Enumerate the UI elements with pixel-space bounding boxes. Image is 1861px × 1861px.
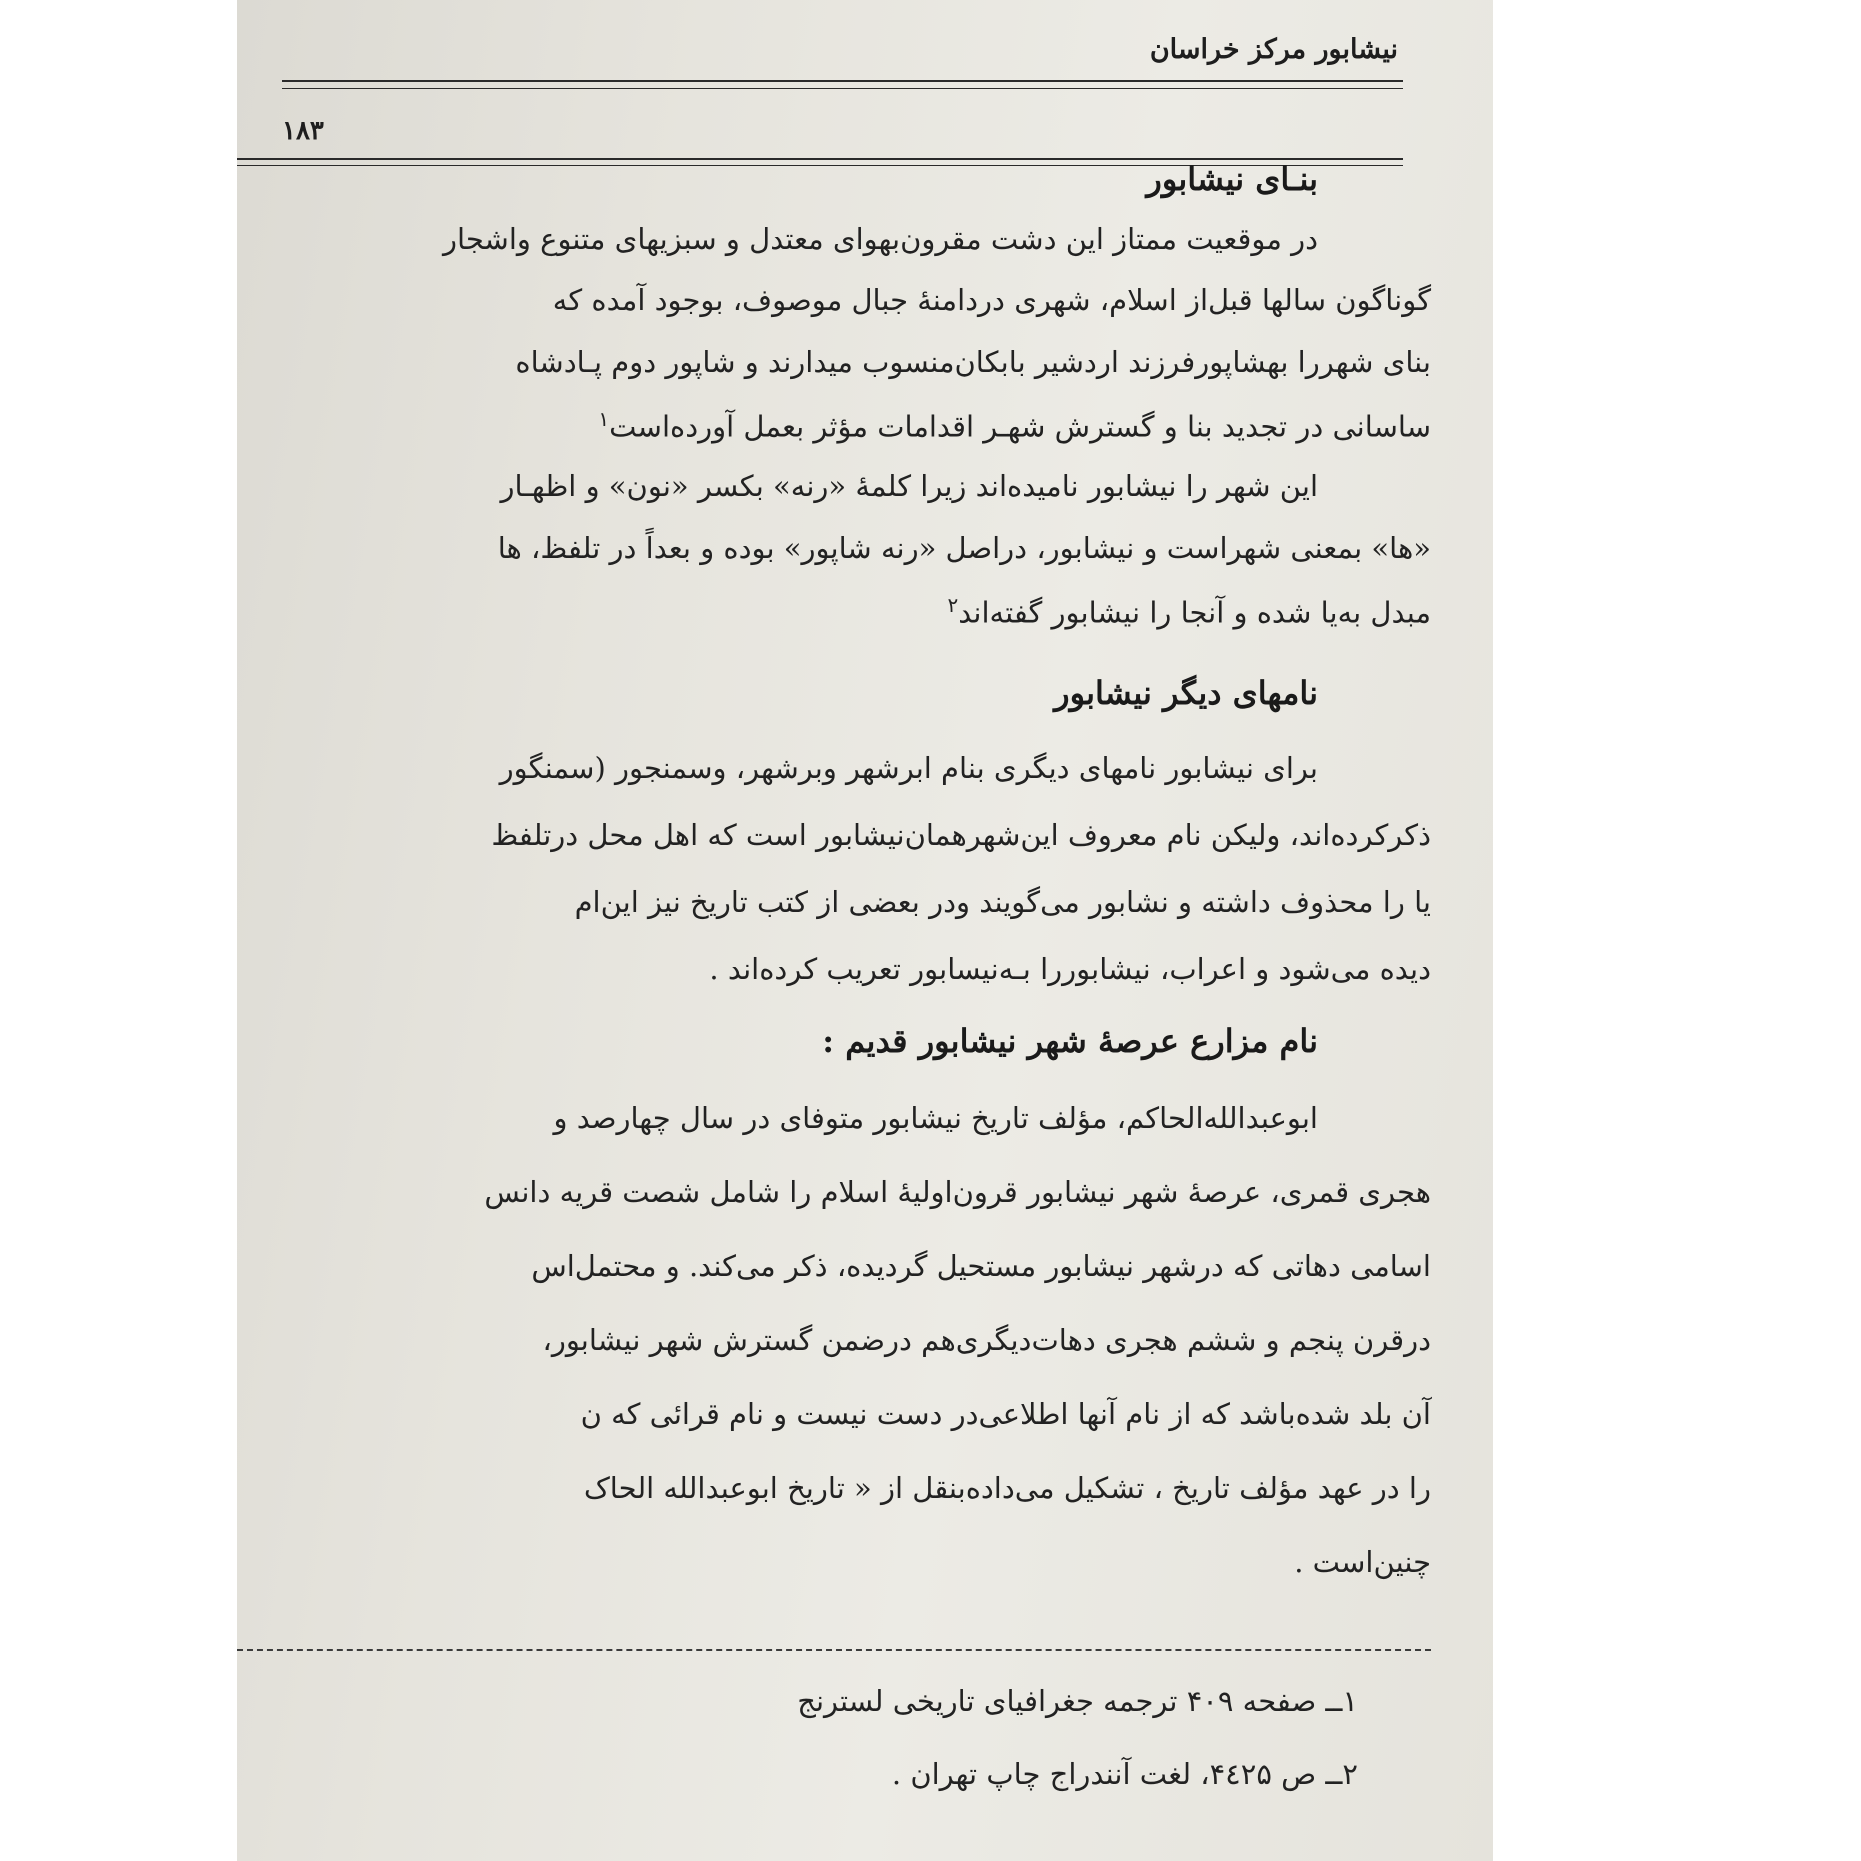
paragraph-line: برای نیشابور نامهای دیگری بنام ابرشهر وبرشهر، وسمنجور (سمنگور	[499, 751, 1318, 785]
paragraph-line: ذکرکرده‌اند، ولیکن نام معروف این‌شهرهمان‌نیشابور است که اهل محل درتلفظ	[491, 818, 1431, 852]
section-heading: بنـای نیشابور	[1146, 160, 1318, 198]
footnote: ۱ــ صفحه ۴۰۹ ترجمه جغرافیای تاریخی لسترنج	[797, 1684, 1358, 1718]
paragraph-line: ابوعبدالله‌الحاکم، مؤلف تاریخ نیشابور متوفای در سال چهارصد و	[553, 1101, 1318, 1135]
paragraph-line: درقرن پنجم و ششم هجری دهات‌دیگری‌هم درضمن گسترش شهر نیشابور،	[542, 1323, 1431, 1357]
paragraph-line: چنین‌است .	[1294, 1545, 1431, 1579]
paragraph-line: در موقعیت ممتاز این دشت مقرون‌بهوای معتدل و سبزیهای متنوع واشجار	[443, 222, 1318, 256]
paragraph-line: دیده می‌شود و اعراب، نیشابوررا بـه‌نیسابور تعریب کرده‌اند .	[709, 952, 1431, 986]
paragraph-line: هجری قمری، عرصهٔ شهر نیشابور قرون‌اولیهٔ اسلام را شامل شصت قریه دانس	[484, 1175, 1431, 1209]
footnote-marker: ۱	[598, 407, 610, 431]
running-header-title: نیشابور مرکز خراسان	[1149, 34, 1398, 65]
paragraph-line: این شهر را نیشابور نامیده‌اند زیرا کلمهٔ «رنه» بکسر «نون» و اظهـار	[500, 469, 1318, 503]
paragraph-line: اسامی دهاتی که درشهر نیشابور مستحیل گردیده، ذکر می‌کند. و محتمل‌اس	[531, 1249, 1431, 1283]
section-heading: نامهای دیگر نیشابور	[1054, 674, 1318, 712]
page-number: ۱۸۳	[282, 116, 324, 146]
paragraph-line: آن بلد شده‌باشد که از نام آنها اطلاعی‌در دست نیست و نام قرائی که ن	[580, 1397, 1431, 1431]
book-page	[237, 0, 1493, 1861]
paragraph-line: را در عهد مؤلف تاریخ ، تشکیل می‌داده‌بنقل از « تاریخ ابوعبدالله الحاک	[583, 1471, 1431, 1505]
paragraph-line	[941, 593, 1431, 630]
paragraph-text: ساسانی در تجدید بنا و گسترش شهـر اقدامات مؤثر بعمل آورده‌است	[609, 409, 1431, 444]
paragraph-line	[592, 407, 1431, 444]
paragraph-line: «ها» بمعنی شهراست و نیشابور، دراصل «رنه شاپور» بوده و بعداً در تلفظ، ها	[497, 531, 1431, 565]
header-rule-middle	[282, 88, 1403, 89]
footnote-marker: ۲	[947, 593, 959, 617]
paragraph-line: یا را محذوف داشته و نشابور می‌گویند ودر بعضی از کتب تاریخ نیز این‌ام	[574, 885, 1431, 919]
section-heading: نام مزارع عرصهٔ شهر نیشابور قدیم :	[822, 1022, 1318, 1060]
paragraph-line: بنای شهررا بهشاپورفرزند اردشیر بابکان‌منسوب میدارند و شاپور دوم پـادشاه	[515, 345, 1431, 379]
paragraph-text: مبدل به‌یا شده و آنجا را نیشابور گفته‌اند	[958, 595, 1431, 630]
footnote-separator	[237, 1649, 1431, 1651]
header-rule-upper	[282, 80, 1403, 82]
paragraph-line: گوناگون سالها قبل‌از اسلام، شهری دردامنهٔ جبال موصوف، بوجود آمده که	[552, 283, 1431, 317]
footnote: ۲ــ ص ۴٤۲۵، لغت آنندراج چاپ تهران .	[891, 1757, 1358, 1791]
